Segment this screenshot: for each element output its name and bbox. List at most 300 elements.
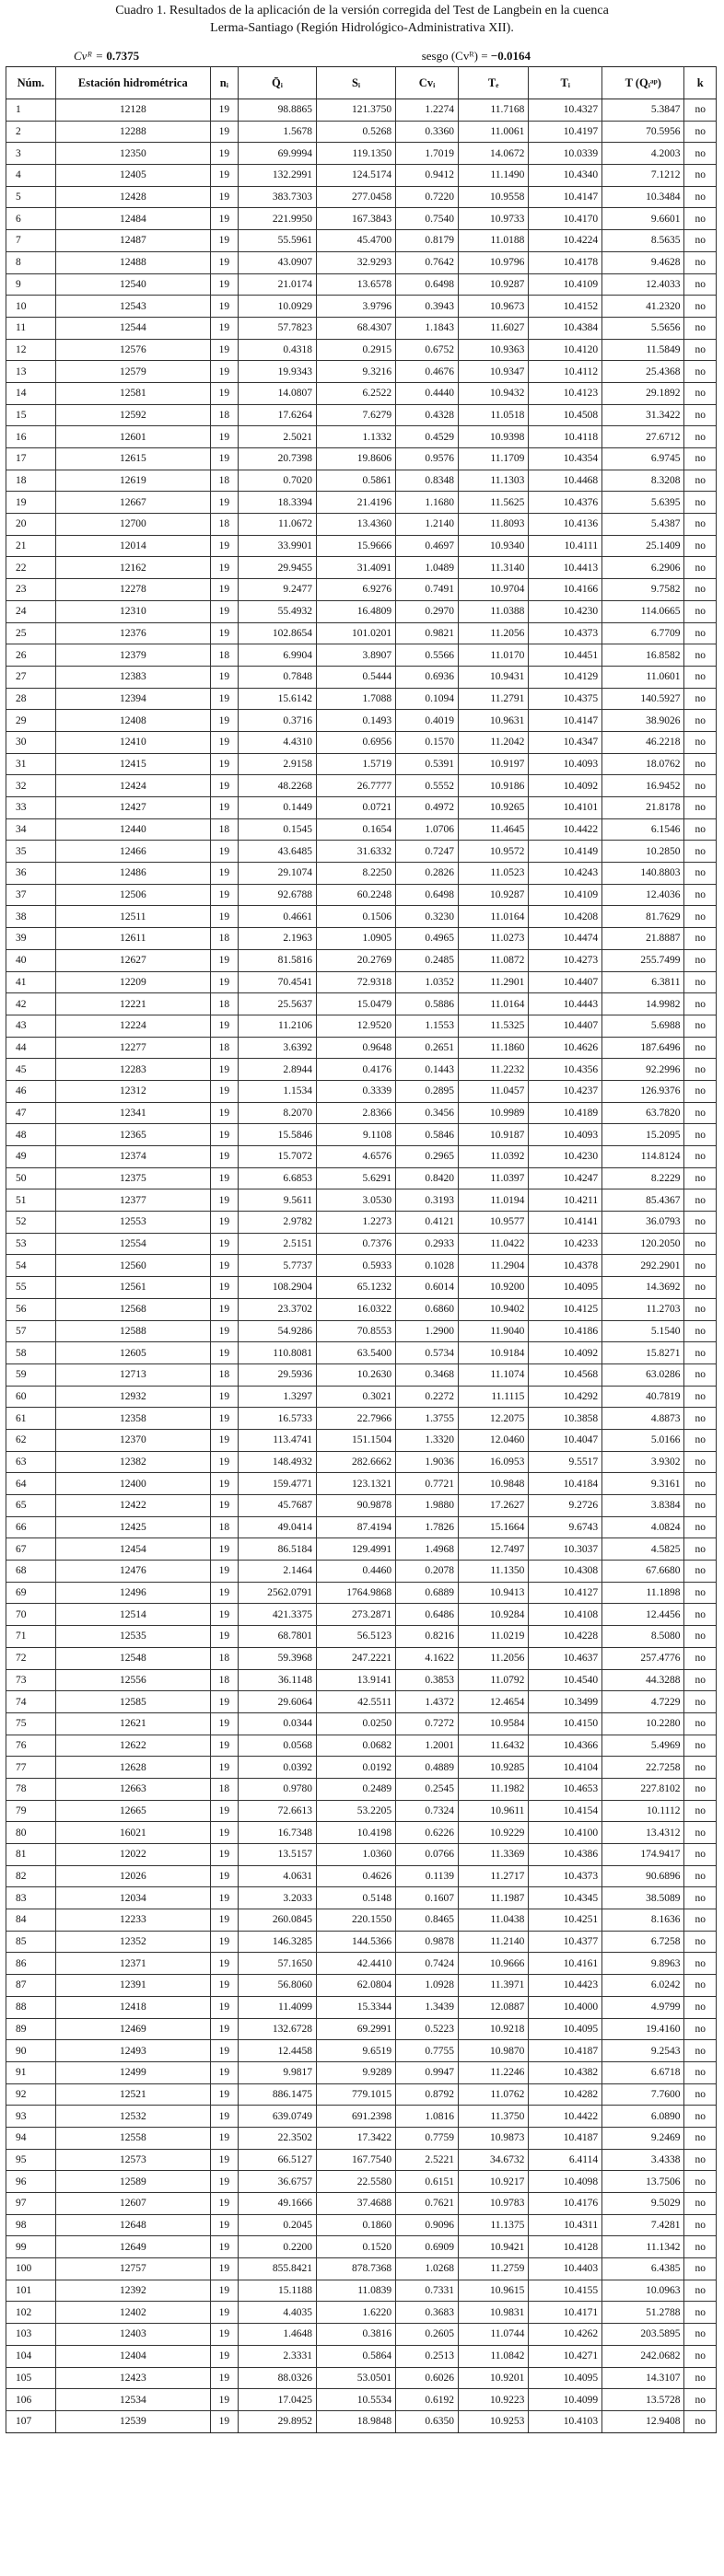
cell-k: no xyxy=(684,2367,717,2389)
cell-cv: 0.4972 xyxy=(396,797,459,819)
cell-n: 18 xyxy=(210,644,238,667)
cell-num: 33 xyxy=(6,797,56,819)
cell-n: 19 xyxy=(210,273,238,296)
cell-t-q: 4.9799 xyxy=(602,1996,684,2018)
cell-num: 57 xyxy=(6,1320,56,1342)
cell-mean: 0.1545 xyxy=(238,818,316,841)
cell-n: 19 xyxy=(210,1909,238,1932)
cell-t-q: 140.8803 xyxy=(602,863,684,885)
cell-station: 12379 xyxy=(55,644,210,667)
table-row xyxy=(6,1931,717,1953)
cell-t-q: 25.4368 xyxy=(602,361,684,383)
cell-s: 15.3344 xyxy=(317,1996,396,2018)
cell-t-q: 292.2901 xyxy=(602,1255,684,1277)
cell-n: 19 xyxy=(210,863,238,885)
cell-k: no xyxy=(684,2018,717,2040)
cell-n: 19 xyxy=(210,339,238,361)
cell-te: 10.9431 xyxy=(458,666,528,688)
cell-station: 12394 xyxy=(55,688,210,710)
langbein-results-table xyxy=(6,66,717,2433)
cell-k: no xyxy=(684,2171,717,2193)
cell-n: 19 xyxy=(210,2214,238,2236)
cell-t-q: 6.4385 xyxy=(602,2258,684,2280)
cell-s: 0.0721 xyxy=(317,797,396,819)
cell-k: no xyxy=(684,1865,717,1887)
cell-ti: 10.4178 xyxy=(529,251,602,273)
cell-t-q: 4.0824 xyxy=(602,1516,684,1538)
cell-cv: 0.6226 xyxy=(396,1822,459,1844)
cell-station: 12454 xyxy=(55,1538,210,1561)
cell-s: 247.2221 xyxy=(317,1647,396,1669)
header-row xyxy=(6,67,717,99)
cell-mean: 17.0425 xyxy=(238,2389,316,2411)
cell-ti: 10.4092 xyxy=(529,1342,602,1364)
cell-ti: 10.4243 xyxy=(529,863,602,885)
cell-t-q: 29.1892 xyxy=(602,382,684,404)
cell-k: no xyxy=(684,1800,717,1822)
cell-station: 12312 xyxy=(55,1080,210,1102)
cell-n: 19 xyxy=(210,731,238,753)
table-row xyxy=(6,1865,717,1887)
cell-ti: 10.4147 xyxy=(529,710,602,732)
cell-s: 22.5580 xyxy=(317,2171,396,2193)
cell-cv: 0.7755 xyxy=(396,2040,459,2062)
cell-num: 67 xyxy=(6,1538,56,1561)
cell-num: 47 xyxy=(6,1102,56,1124)
cell-t-q: 8.5635 xyxy=(602,230,684,252)
cell-cv: 0.7331 xyxy=(396,2280,459,2302)
table-row xyxy=(6,99,717,122)
cell-te: 10.9218 xyxy=(458,2018,528,2040)
cell-t-q: 5.1540 xyxy=(602,1320,684,1342)
cell-mean: 15.7072 xyxy=(238,1146,316,1168)
cell-s: 691.2398 xyxy=(317,2106,396,2128)
cell-s: 4.6576 xyxy=(317,1146,396,1168)
table-row xyxy=(6,1735,717,1757)
cell-te: 11.7168 xyxy=(458,99,528,122)
table-row xyxy=(6,273,717,296)
cell-num: 15 xyxy=(6,404,56,426)
cell-k: no xyxy=(684,2214,717,2236)
cell-s: 62.0804 xyxy=(317,1975,396,1997)
cell-te: 11.0523 xyxy=(458,863,528,885)
cell-ti: 10.4345 xyxy=(529,1887,602,1909)
table-row xyxy=(6,2236,717,2258)
cell-t-q: 44.3288 xyxy=(602,1669,684,1691)
cell-mean: 54.9286 xyxy=(238,1320,316,1342)
cell-cv: 0.2970 xyxy=(396,600,459,622)
cell-cv: 0.6936 xyxy=(396,666,459,688)
cell-s: 167.3843 xyxy=(317,208,396,230)
cell-t-q: 14.3692 xyxy=(602,1277,684,1299)
cell-t-q: 3.4338 xyxy=(602,2149,684,2171)
cell-k: no xyxy=(684,2149,717,2171)
cell-ti: 9.5517 xyxy=(529,1451,602,1473)
cell-station: 12540 xyxy=(55,273,210,296)
cell-station: 12554 xyxy=(55,1233,210,1255)
cell-num: 31 xyxy=(6,753,56,775)
cell-ti: 10.4118 xyxy=(529,426,602,448)
cell-s: 87.4194 xyxy=(317,1516,396,1538)
cell-n: 19 xyxy=(210,1582,238,1604)
cell-k: no xyxy=(684,1887,717,1909)
cell-n: 19 xyxy=(210,99,238,122)
table-row xyxy=(6,1996,717,2018)
cell-t-q: 10.3484 xyxy=(602,186,684,208)
cell-t-q: 46.2218 xyxy=(602,731,684,753)
cell-s: 53.0501 xyxy=(317,2367,396,2389)
cell-t-q: 257.4776 xyxy=(602,1647,684,1669)
cell-t-q: 13.5728 xyxy=(602,2389,684,2411)
cell-k: no xyxy=(684,2389,717,2411)
cell-te: 10.9558 xyxy=(458,186,528,208)
cell-s: 0.5148 xyxy=(317,1887,396,1909)
cell-ti: 10.4626 xyxy=(529,1037,602,1059)
cell-mean: 110.8081 xyxy=(238,1342,316,1364)
cell-te: 10.9848 xyxy=(458,1473,528,1495)
cell-te: 11.0219 xyxy=(458,1626,528,1648)
cell-mean: 113.4741 xyxy=(238,1429,316,1451)
cell-te: 11.0397 xyxy=(458,1167,528,1189)
col-header-num: Núm. xyxy=(6,67,56,99)
cell-te: 10.9704 xyxy=(458,579,528,601)
table-row xyxy=(6,1822,717,1844)
cell-s: 53.2205 xyxy=(317,1800,396,1822)
cell-ti: 10.3499 xyxy=(529,1691,602,1713)
cell-station: 12405 xyxy=(55,165,210,187)
cell-n: 18 xyxy=(210,1778,238,1800)
cell-cv: 0.7540 xyxy=(396,208,459,230)
cell-ti: 10.4282 xyxy=(529,2083,602,2106)
cell-s: 779.1015 xyxy=(317,2083,396,2106)
cell-ti: 10.4251 xyxy=(529,1909,602,1932)
cell-num: 38 xyxy=(6,906,56,928)
cell-station: 12649 xyxy=(55,2236,210,2258)
cell-s: 878.7368 xyxy=(317,2258,396,2280)
cell-ti: 10.4098 xyxy=(529,2171,602,2193)
cell-ti: 10.4443 xyxy=(529,993,602,1015)
cell-s: 121.3750 xyxy=(317,99,396,122)
cell-te: 10.9398 xyxy=(458,426,528,448)
cell-n: 19 xyxy=(210,1757,238,1779)
table-row xyxy=(6,1320,717,1342)
cell-k: no xyxy=(684,906,717,928)
table-row xyxy=(6,2083,717,2106)
cell-s: 2.8366 xyxy=(317,1102,396,1124)
cell-s: 0.6956 xyxy=(317,731,396,753)
cell-mean: 4.4035 xyxy=(238,2302,316,2324)
cell-ti: 10.4152 xyxy=(529,296,602,318)
cell-ti: 10.4149 xyxy=(529,841,602,863)
cell-n: 19 xyxy=(210,1320,238,1342)
cell-n: 19 xyxy=(210,2127,238,2149)
cell-k: no xyxy=(684,1516,717,1538)
cell-mean: 639.0749 xyxy=(238,2106,316,2128)
cell-station: 12341 xyxy=(55,1102,210,1124)
cell-station: 12539 xyxy=(55,2410,210,2432)
cell-ti: 10.4104 xyxy=(529,1757,602,1779)
cell-n: 19 xyxy=(210,1102,238,1124)
table-row xyxy=(6,1604,717,1626)
cell-te: 11.0164 xyxy=(458,906,528,928)
cell-s: 1.7088 xyxy=(317,688,396,710)
cell-station: 12352 xyxy=(55,1931,210,1953)
cell-station: 12221 xyxy=(55,993,210,1015)
cell-cv: 0.2651 xyxy=(396,1037,459,1059)
cell-te: 10.9873 xyxy=(458,2127,528,2149)
cell-cv: 1.1843 xyxy=(396,317,459,339)
cell-ti: 10.4184 xyxy=(529,1473,602,1495)
cell-n: 19 xyxy=(210,1080,238,1102)
cell-k: no xyxy=(684,1451,717,1473)
cell-ti: 10.4154 xyxy=(529,1800,602,1822)
table-row xyxy=(6,1429,717,1451)
cell-mean: 886.1475 xyxy=(238,2083,316,2106)
table-row xyxy=(6,470,717,492)
cell-ti: 10.4637 xyxy=(529,1647,602,1669)
cell-s: 0.4176 xyxy=(317,1059,396,1081)
cell-te: 11.0170 xyxy=(458,644,528,667)
cell-num: 18 xyxy=(6,470,56,492)
cell-station: 12553 xyxy=(55,1212,210,1234)
cell-t-q: 13.7506 xyxy=(602,2171,684,2193)
table-row xyxy=(6,317,717,339)
cell-station: 12605 xyxy=(55,1342,210,1364)
cell-num: 97 xyxy=(6,2193,56,2215)
cell-num: 85 xyxy=(6,1931,56,1953)
cell-t-q: 16.8582 xyxy=(602,644,684,667)
cell-mean: 6.9904 xyxy=(238,644,316,667)
cell-n: 19 xyxy=(210,448,238,470)
cell-s: 0.2915 xyxy=(317,339,396,361)
cell-mean: 92.6788 xyxy=(238,884,316,906)
cell-mean: 18.3394 xyxy=(238,492,316,514)
cell-cv: 0.6350 xyxy=(396,2410,459,2432)
cell-mean: 15.6142 xyxy=(238,688,316,710)
table-row xyxy=(6,1233,717,1255)
cell-num: 55 xyxy=(6,1277,56,1299)
cell-n: 19 xyxy=(210,208,238,230)
cell-t-q: 6.0890 xyxy=(602,2106,684,2128)
cell-mean: 1.3297 xyxy=(238,1386,316,1408)
cell-s: 10.5534 xyxy=(317,2389,396,2411)
cell-k: no xyxy=(684,1538,717,1561)
cell-mean: 0.4318 xyxy=(238,339,316,361)
cell-k: no xyxy=(684,2127,717,2149)
cell-num: 65 xyxy=(6,1495,56,1517)
cell-k: no xyxy=(684,1298,717,1320)
cell-ti: 10.4347 xyxy=(529,731,602,753)
cell-n: 19 xyxy=(210,165,238,187)
cell-te: 11.1375 xyxy=(458,2214,528,2236)
cell-n: 19 xyxy=(210,797,238,819)
cell-station: 12224 xyxy=(55,1015,210,1037)
cell-num: 49 xyxy=(6,1146,56,1168)
cell-te: 11.1860 xyxy=(458,1037,528,1059)
col-header-s: Sᵢ xyxy=(317,67,396,99)
cell-s: 11.0839 xyxy=(317,2280,396,2302)
cell-k: no xyxy=(684,863,717,885)
cell-cv: 1.7826 xyxy=(396,1516,459,1538)
cell-s: 1764.9868 xyxy=(317,1582,396,1604)
cell-cv: 0.5734 xyxy=(396,1342,459,1364)
cell-n: 19 xyxy=(210,1342,238,1364)
cell-station: 12665 xyxy=(55,1800,210,1822)
table-row xyxy=(6,404,717,426)
cell-ti: 10.4123 xyxy=(529,382,602,404)
cell-num: 17 xyxy=(6,448,56,470)
cell-s: 0.0682 xyxy=(317,1735,396,1757)
cell-k: no xyxy=(684,165,717,187)
cell-cv: 0.6014 xyxy=(396,1277,459,1299)
cell-te: 11.3140 xyxy=(458,557,528,579)
cell-num: 82 xyxy=(6,1865,56,1887)
cell-te: 12.0887 xyxy=(458,1996,528,2018)
cell-station: 12022 xyxy=(55,1844,210,1866)
cell-station: 12034 xyxy=(55,1887,210,1909)
cell-ti: 10.4384 xyxy=(529,317,602,339)
cell-te: 12.2075 xyxy=(458,1408,528,1430)
cell-station: 12667 xyxy=(55,492,210,514)
cell-station: 12400 xyxy=(55,1473,210,1495)
cell-te: 10.9363 xyxy=(458,339,528,361)
cell-s: 277.0458 xyxy=(317,186,396,208)
cell-s: 5.6291 xyxy=(317,1167,396,1189)
table-row xyxy=(6,863,717,885)
cell-ti: 10.4375 xyxy=(529,688,602,710)
cell-k: no xyxy=(684,2258,717,2280)
cell-station: 12511 xyxy=(55,906,210,928)
cell-ti: 10.4093 xyxy=(529,1124,602,1146)
cell-te: 10.9223 xyxy=(458,2389,528,2411)
cell-s: 16.0322 xyxy=(317,1298,396,1320)
table-row xyxy=(6,382,717,404)
cell-mean: 0.3716 xyxy=(238,710,316,732)
cell-num: 42 xyxy=(6,993,56,1015)
table-row xyxy=(6,2302,717,2324)
cell-n: 19 xyxy=(210,1495,238,1517)
cell-n: 19 xyxy=(210,1277,238,1299)
table-row xyxy=(6,971,717,993)
cell-mean: 0.7848 xyxy=(238,666,316,688)
cell-ti: 10.4377 xyxy=(529,1931,602,1953)
cell-s: 0.1520 xyxy=(317,2236,396,2258)
cell-k: no xyxy=(684,1953,717,1975)
cell-cv: 0.4965 xyxy=(396,928,459,950)
cell-cv: 0.3193 xyxy=(396,1189,459,1212)
cell-ti: 10.4327 xyxy=(529,99,602,122)
cell-mean: 55.4932 xyxy=(238,600,316,622)
cell-k: no xyxy=(684,1778,717,1800)
cell-cv: 0.3943 xyxy=(396,296,459,318)
col-header-k: k xyxy=(684,67,717,99)
cell-n: 19 xyxy=(210,1996,238,2018)
cell-te: 10.9783 xyxy=(458,2193,528,2215)
cell-mean: 6.6853 xyxy=(238,1167,316,1189)
cell-t-q: 12.4036 xyxy=(602,884,684,906)
cell-station: 12424 xyxy=(55,775,210,797)
cell-mean: 2.3331 xyxy=(238,2345,316,2367)
cell-s: 1.2273 xyxy=(317,1212,396,1234)
cell-k: no xyxy=(684,928,717,950)
cell-k: no xyxy=(684,600,717,622)
cell-ti: 10.4311 xyxy=(529,2214,602,2236)
cell-station: 12209 xyxy=(55,971,210,993)
cell-ti: 10.4422 xyxy=(529,2106,602,2128)
cell-cv: 0.6498 xyxy=(396,273,459,296)
cell-s: 3.8907 xyxy=(317,644,396,667)
cell-num: 63 xyxy=(6,1451,56,1473)
cell-s: 1.0905 xyxy=(317,928,396,950)
cell-cv: 0.5886 xyxy=(396,993,459,1015)
cell-t-q: 21.8887 xyxy=(602,928,684,950)
cell-mean: 57.7823 xyxy=(238,317,316,339)
cell-te: 15.1664 xyxy=(458,1516,528,1538)
cell-te: 11.2246 xyxy=(458,2061,528,2083)
cell-s: 0.1506 xyxy=(317,906,396,928)
cell-n: 19 xyxy=(210,841,238,863)
cell-t-q: 19.4160 xyxy=(602,2018,684,2040)
cell-s: 0.4626 xyxy=(317,1865,396,1887)
cell-num: 94 xyxy=(6,2127,56,2149)
cell-mean: 13.5157 xyxy=(238,1844,316,1866)
cell-s: 56.5123 xyxy=(317,1626,396,1648)
cell-cv: 0.6151 xyxy=(396,2171,459,2193)
cell-mean: 2562.0791 xyxy=(238,1582,316,1604)
cell-te: 10.9673 xyxy=(458,296,528,318)
cell-cv: 1.0706 xyxy=(396,818,459,841)
cell-ti: 10.4103 xyxy=(529,2410,602,2432)
cell-t-q: 18.0762 xyxy=(602,753,684,775)
table-row xyxy=(6,1212,717,1234)
cell-cv: 0.7272 xyxy=(396,1712,459,1735)
cell-n: 19 xyxy=(210,1167,238,1189)
cell-station: 12162 xyxy=(55,557,210,579)
table-row xyxy=(6,121,717,143)
cell-n: 19 xyxy=(210,1975,238,1997)
cell-num: 59 xyxy=(6,1363,56,1386)
table-row xyxy=(6,688,717,710)
cell-station: 12277 xyxy=(55,1037,210,1059)
cell-mean: 159.4771 xyxy=(238,1473,316,1495)
cell-s: 32.9293 xyxy=(317,251,396,273)
cell-ti: 9.2726 xyxy=(529,1495,602,1517)
cell-k: no xyxy=(684,949,717,971)
table-row xyxy=(6,1582,717,1604)
cell-k: no xyxy=(684,971,717,993)
cell-n: 19 xyxy=(210,1146,238,1168)
cell-num: 101 xyxy=(6,2280,56,2302)
cell-te: 10.9577 xyxy=(458,1212,528,1234)
col-header-mean: Q̄ᵢ xyxy=(238,67,316,99)
cell-mean: 2.8944 xyxy=(238,1059,316,1081)
cell-te: 16.0953 xyxy=(458,1451,528,1473)
cell-te: 11.2042 xyxy=(458,731,528,753)
cell-te: 10.9265 xyxy=(458,797,528,819)
cell-mean: 23.3702 xyxy=(238,1298,316,1320)
cell-t-q: 5.5656 xyxy=(602,317,684,339)
cell-n: 19 xyxy=(210,971,238,993)
cell-k: no xyxy=(684,1233,717,1255)
cell-mean: 260.0845 xyxy=(238,1909,316,1932)
cell-te: 11.2759 xyxy=(458,2258,528,2280)
cell-k: no xyxy=(684,666,717,688)
cell-te: 11.1303 xyxy=(458,470,528,492)
cell-ti: 10.0339 xyxy=(529,143,602,165)
cell-num: 58 xyxy=(6,1342,56,1364)
cell-s: 7.6279 xyxy=(317,404,396,426)
cell-n: 19 xyxy=(210,1712,238,1735)
